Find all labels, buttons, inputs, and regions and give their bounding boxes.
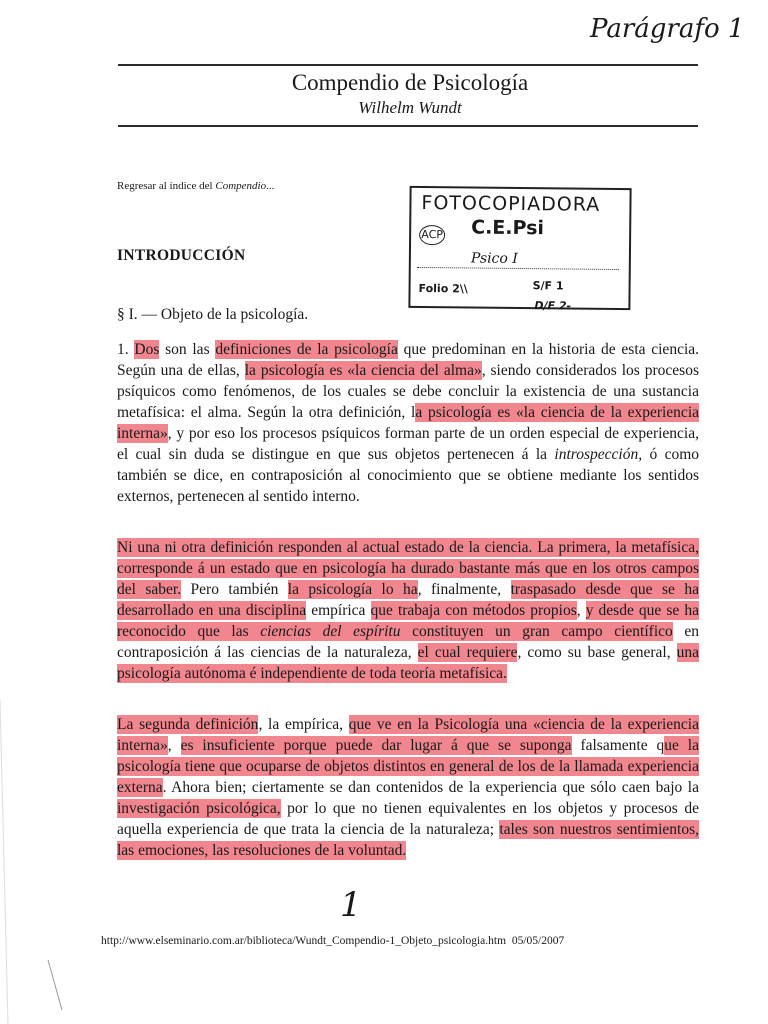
- text-run: Pero también: [181, 581, 288, 598]
- text-run: . Ahora bien; ciertamente se dan contenidos de la experiencia que sólo caen bajo la: [162, 779, 699, 796]
- text-run: , y por eso los procesos psíquicos forman parte de un orden especial de experiencia, el cual sin duda se distingue en que sus objetos pertenecen á la: [117, 425, 699, 463]
- handwritten-paragraph-tag: Parágrafo 1: [590, 14, 745, 44]
- highlight: el cual requiere: [417, 644, 518, 661]
- highlight: es insuficiente porque puede dar lugar á que se suponga: [180, 737, 572, 754]
- text-run: empírica: [306, 602, 371, 619]
- back-link-suffix: ...: [266, 180, 275, 192]
- text-run: , la empírica,: [258, 716, 349, 733]
- section-heading: § I. — Objeto de la psicología.: [117, 306, 309, 323]
- introduction-heading: INTRODUCCIÓN: [117, 247, 246, 264]
- highlight: traspasado desde que se ha desarrollado en una disciplina: [117, 581, 699, 619]
- highlight: y desde que se ha reconocido que las: [117, 602, 699, 640]
- highlight: tales son nuestros sentimientos, las emociones, las resoluciones de la voluntad.: [117, 821, 699, 859]
- highlight: una psicología autónoma é independiente de toda teoría metafísica.: [117, 644, 699, 682]
- margin-scratch: [48, 960, 62, 1010]
- document-author: Wilhelm Wundt: [358, 98, 462, 117]
- paragraph-number: 1.: [117, 341, 129, 358]
- text-run: , como su base general,: [517, 644, 677, 661]
- highlight: la psicología lo ha: [287, 581, 418, 598]
- highlight: definiciones de la psicología: [215, 341, 398, 358]
- highlight: Dos: [134, 341, 160, 358]
- highlight: investigación psicológica,: [117, 800, 281, 817]
- text-run: por lo que no tienen equivalentes en los objetos y procesos de aquella experiencia de que trata la ciencia de la naturaleza;: [117, 800, 699, 838]
- emphasis: introspección,: [554, 446, 643, 463]
- footer-url[interactable]: http://www.elseminario.com.ar/biblioteca/Wundt_Compendio-1_Objeto_psicologia.htm: [101, 935, 507, 947]
- stamp-sf: S/F 1: [532, 279, 564, 293]
- highlight: que ve en la Psicología una «ciencia de la experiencia interna»: [117, 716, 699, 754]
- back-link-prefix: Regresar al índice del: [117, 180, 216, 192]
- page-edge-line: [0, 700, 8, 1024]
- highlight: Ni una ni otra definición responden al actual estado de la ciencia. La primera, la metafísica, corresponde á un estado que en psicología ha durado bastante más que en los otros campos del saber.: [117, 539, 699, 598]
- text-run: ,: [576, 602, 586, 619]
- highlight: constituyen un gran campo científico: [400, 623, 673, 640]
- text-run: , finalmente,: [417, 581, 511, 598]
- document-title: Compendio de Psicología: [291, 70, 529, 95]
- back-link-book: Compendio: [215, 180, 267, 192]
- text-run: que predominan en la historia de esta ciencia. Según una de ellas,: [117, 341, 700, 379]
- highlight: que trabaja con métodos propios: [370, 602, 577, 619]
- stamp-handwritten-subject: Psico I: [470, 250, 518, 267]
- highlight: La segunda definición: [117, 716, 259, 733]
- stamp-folio: Folio 2\\: [418, 281, 468, 296]
- stamp-center: C.E.Psi: [471, 216, 545, 240]
- stamp-seal: ACP: [419, 225, 445, 245]
- highlight: la psicología es «la ciencia del alma»: [244, 362, 482, 379]
- emphasis: ciencias del espíritu: [260, 623, 401, 640]
- text-run: ,: [167, 737, 181, 754]
- handwritten-page-mark: 1: [340, 885, 362, 925]
- text-run: ó como también se dice, en contraposición al conocimiento que se obtiene mediante los sentidos externos, pertenecen al sentido interno.: [117, 446, 699, 505]
- text-run: en contraposición á las ciencias de la naturaleza,: [117, 623, 699, 661]
- highlight: ue la psicología tiene que ocuparse de objetos distintos en general de los de la llamada experiencia externa: [117, 737, 699, 796]
- text-run: son las: [159, 341, 216, 358]
- footer-date: 05/05/2007: [511, 935, 565, 947]
- text-run: , siendo considerados los procesos psíquicos como fenómenos, de los cuales se debe concluir la existencia de una sustancia metafísica: el alma. Según la otra definición, l: [117, 362, 699, 421]
- stamp-title: FOTOCOPIADORA: [421, 191, 601, 216]
- text-run: falsamente q: [571, 737, 665, 754]
- stamp-df: D/F 2-: [534, 299, 572, 313]
- highlight: a psicología es «la ciencia de la experiencia interna»: [117, 404, 700, 442]
